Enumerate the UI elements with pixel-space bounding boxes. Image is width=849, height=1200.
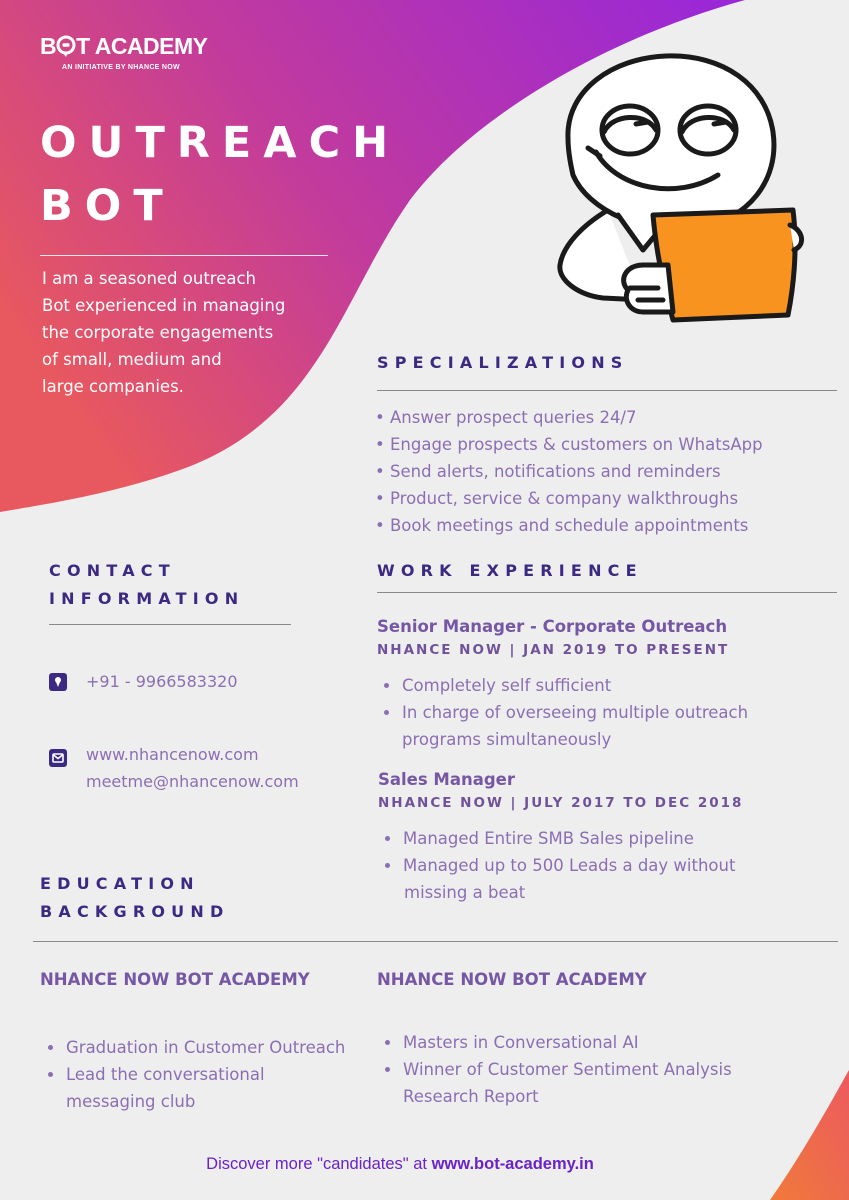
list-item: Lead the conversational [42,1061,345,1088]
job-points [378,672,748,726]
job-meta: NHANCE NOW | JULY 2017 TO DEC 2018 [378,795,744,811]
education-divider [33,941,838,942]
contact-heading-line-1: CONTACT [49,561,176,580]
job-title: Sales Manager [378,770,516,789]
intro-paragraph [42,265,317,400]
list-item-continuation: Research Report [403,1087,539,1106]
specializations-list [375,404,763,539]
brand-logo [40,32,208,71]
chat-bubble-logo-icon [56,32,76,60]
contact-phone[interactable]: +91 - 9966583320 [86,672,238,691]
brand-name-rest: T ACADEMY [76,33,208,59]
contact-website-link[interactable]: www.nhancenow.com [86,745,259,764]
list-item: Masters in Conversational AI [379,1029,732,1056]
education-right-title: NHANCE NOW BOT ACADEMY [377,970,647,989]
title-divider [40,255,328,256]
job-title: Senior Manager - Corporate Outreach [377,617,728,636]
title-line-1: OUTREACH [40,118,401,168]
job-meta: NHANCE NOW | JAN 2019 TO PRESENT [377,642,730,658]
job-entry [378,768,743,814]
contact-heading-line-2: INFORMATION [49,589,245,608]
footer-text: Discover more "candidates" at [206,1155,432,1173]
list-item: Managed Entire SMB Sales pipeline [379,825,735,852]
education-heading-line-2: BACKGROUND [40,902,230,921]
mail-icon [49,749,67,767]
job-points [379,825,735,879]
list-item: Completely self sufficient [378,672,748,699]
corner-accent-shape [770,1070,849,1200]
education-left-title: NHANCE NOW BOT ACADEMY [40,970,310,989]
contact-divider [49,624,291,625]
list-item-continuation: programs simultaneously [402,730,612,749]
brand-tagline: AN INITIATIVE BY NHANCE NOW [62,64,180,71]
contact-web-email [86,741,299,795]
job-entry [377,615,729,661]
bot-mascot-illustration [548,50,808,325]
list-item-continuation: missing a beat [404,883,526,902]
contact-heading [49,557,244,613]
contact-email-link[interactable]: meetme@nhancenow.com [86,772,299,791]
list-item: Managed up to 500 Leads a day without [379,852,735,879]
list-item: • Answer prospect queries 24/7 [375,404,763,431]
phone-icon [49,673,67,691]
list-item-continuation: messaging club [66,1092,196,1111]
footer [0,1155,800,1174]
title-line-2: BOT [40,181,175,231]
list-item: Winner of Customer Sentiment Analysis [379,1056,732,1083]
list-item: • Book meetings and schedule appointments [375,512,763,539]
education-left-points [42,1034,345,1088]
list-item: In charge of overseeing multiple outreach [378,699,748,726]
intro-line: large companies. [42,377,184,396]
brand-name-b: B [40,33,57,59]
specializations-heading: SPECIALIZATIONS [377,353,629,372]
intro-line: of small, medium and [42,350,222,369]
page-title [40,112,400,238]
education-heading-line-1: EDUCATION [40,874,200,893]
list-item: Graduation in Customer Outreach [42,1034,345,1061]
intro-line: the corporate engagements [42,323,274,342]
brand-name [40,32,208,60]
intro-line: Bot experienced in managing [42,296,286,315]
footer-website-link[interactable]: www.bot-academy.in [431,1155,594,1173]
list-item: • Product, service & company walkthroughs [375,485,763,512]
list-item: • Engage prospects & customers on WhatsApp [375,431,763,458]
work-divider [377,592,837,593]
work-experience-heading: WORK EXPERIENCE [377,561,643,580]
education-right-points [379,1029,732,1083]
intro-line: I am a seasoned outreach [42,269,257,288]
education-heading [40,870,229,926]
list-item: • Send alerts, notifications and reminders [375,458,763,485]
specializations-divider [377,390,837,391]
